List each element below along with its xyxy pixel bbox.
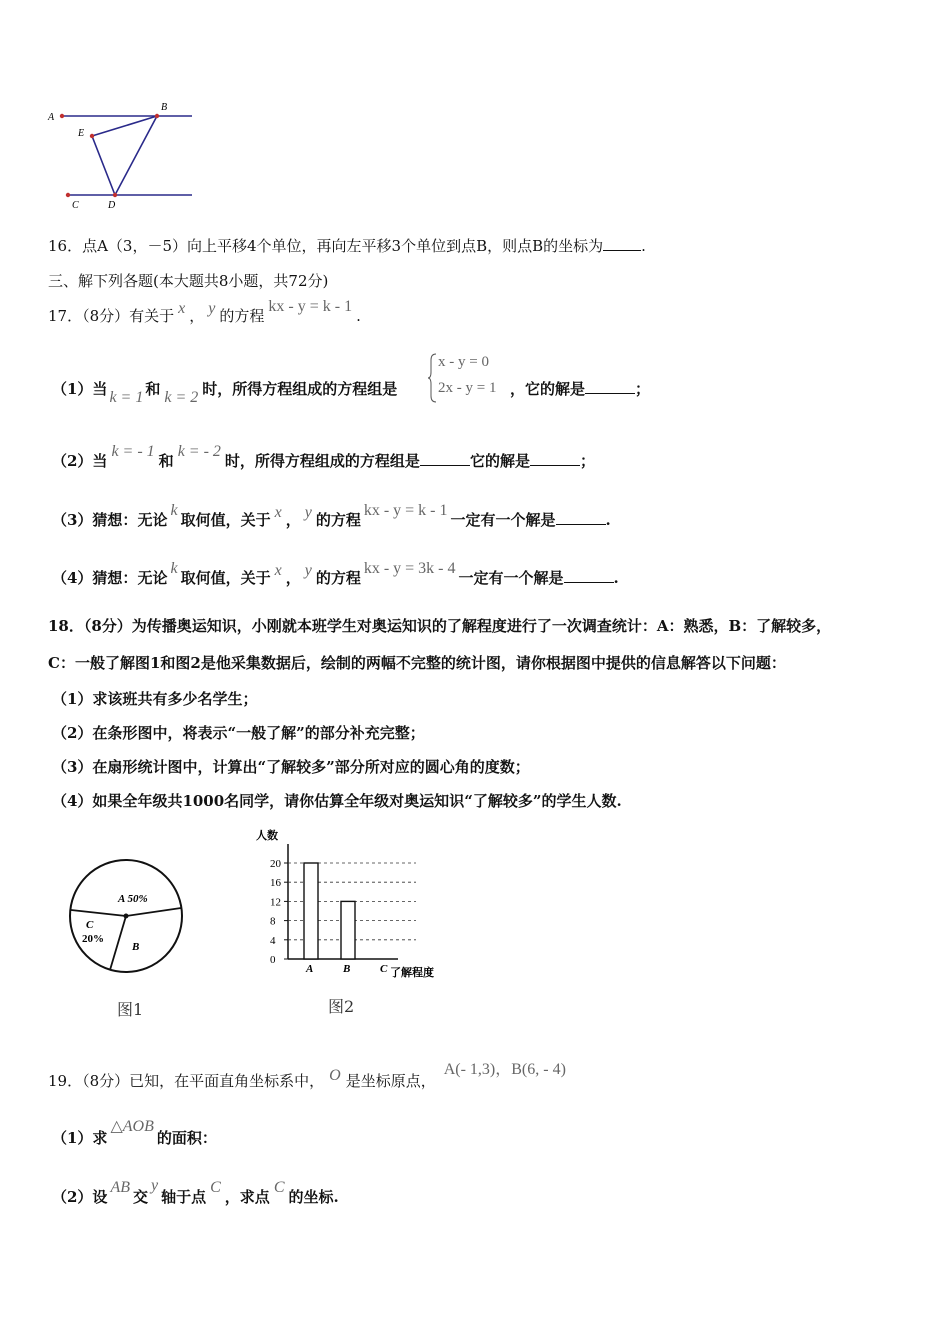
q17p4-y: y [304, 562, 312, 579]
q17-part-1 [52, 378, 398, 406]
q17-num: 17．（8分）有关于 [48, 307, 175, 325]
q17p2-system-blank[interactable] [420, 465, 470, 466]
path-b-e-d [92, 116, 157, 195]
q19p2-e: 的坐标. [288, 1188, 339, 1206]
bar-category-label: B [343, 963, 351, 975]
q17-y: y [208, 300, 216, 317]
q17p3-equation: kx - y = k - 1 [363, 502, 448, 519]
q19p2-a: （2）设 [52, 1188, 108, 1206]
q19p2-ab: AB [110, 1179, 130, 1196]
point-d [113, 193, 117, 197]
q16-end: . [641, 237, 646, 255]
q19-part-1 [52, 1118, 217, 1148]
q17-end: . [356, 307, 361, 325]
pie-divider-a-right [126, 908, 181, 916]
q17-part-4 [52, 560, 619, 588]
bar-b [341, 901, 355, 959]
bar-ytick-label: 12 [270, 896, 281, 909]
q19p1-a: （1）求 [52, 1129, 108, 1147]
q17p1-b: 时，所得方程组成的方程组是 [202, 380, 398, 398]
q17p3-y: y [304, 504, 312, 521]
q19p2-c: 轴于点 [161, 1188, 207, 1206]
q17p2-k1: k = - 1 [111, 443, 155, 460]
bar-ytick-label: 8 [270, 915, 276, 928]
q17p2-c: 它的解是 [469, 452, 530, 470]
q17p1-sys-line1: x - y = 0 [438, 354, 489, 370]
point-b [155, 114, 159, 118]
q19p2-d: ，求点 [224, 1188, 270, 1206]
q19p1-triangle: △AOB [110, 1118, 154, 1135]
q17p3-x: x [274, 504, 282, 521]
pie-divider-a-left [71, 910, 126, 916]
pie-label-a: A 50% [118, 893, 148, 905]
q16-answer-blank[interactable] [603, 250, 641, 251]
q17p1-end: ； [635, 380, 651, 398]
bar-category-label: C [380, 963, 388, 975]
q17p2-b: 时，所得方程组成的方程组是 [224, 452, 420, 470]
q17p1-and: 和 [145, 380, 161, 398]
bar-ytick-label: 0 [270, 954, 276, 966]
q17p3-a: （3）猜想：无论 [52, 511, 168, 529]
bar-xlabel: 了解程度 [390, 967, 434, 979]
q17p4-x: x [274, 562, 282, 579]
pie-label-c: C [86, 919, 94, 931]
q17p1-a: （1）当 [52, 380, 108, 398]
label-d: D [108, 200, 116, 211]
pie-center [124, 914, 129, 919]
q18-line-1: 18．（8分）为传播奥运知识，小刚就本班学生对奥运知识的了解程度进行了一次调查统计：A：熟悉，B：了解较多， [48, 617, 832, 635]
bar-ytick-label: 4 [270, 934, 276, 947]
q17p2-and: 和 [158, 452, 174, 470]
q17p1-k2: k = 2 [164, 389, 199, 406]
q17p4-b: 取何值，关于 [180, 569, 271, 587]
label-c: C [72, 200, 79, 211]
q19p2-b: 交 [132, 1188, 148, 1206]
q17p4-answer-blank[interactable] [564, 582, 614, 583]
q17p3-b: 取何值，关于 [180, 511, 271, 529]
fig2-caption: 图2 [328, 997, 355, 1016]
point-a [60, 114, 64, 118]
q17p1-sys-line2: 2x - y = 1 [438, 380, 497, 396]
q17p3-c: 的方程 [315, 511, 361, 529]
question-19 [48, 1061, 574, 1091]
q17p1-answer-blank[interactable] [585, 393, 635, 394]
bar-a [304, 863, 318, 959]
q18-line-2: C：一般了解图1和图2是他采集数据后，绘制的两幅不完整的统计图，请你根据图中提供的信息解答以下问题： [48, 654, 786, 672]
q16-text: 16．点A（3，－5）向上平移4个单位，再向左平移3个单位到点B，则点B的坐标为 [48, 237, 604, 255]
q17p1-system [428, 352, 518, 404]
q17p3-answer-blank[interactable] [556, 524, 606, 525]
q17p4-comma: ， [285, 569, 301, 587]
label-e: E [78, 128, 85, 139]
q17p3-comma: ， [285, 511, 301, 529]
q19-b: 是坐标原点， [345, 1072, 436, 1090]
q17p3-end: . [605, 511, 611, 529]
q17-x: x [178, 300, 186, 317]
system-brace-icon [428, 352, 438, 404]
q17-equation: kx - y = k - 1 [268, 298, 353, 315]
q19p1-b: 的面积： [156, 1129, 217, 1147]
q17p3-d: 一定有一个解是 [450, 511, 556, 529]
q17p2-a: （2）当 [52, 452, 108, 470]
pie-divider-b-c [110, 916, 126, 970]
q19p2-y: y [151, 1177, 159, 1194]
q17p1-k1: k = 1 [109, 389, 144, 406]
q19p2-point-c: C [210, 1179, 221, 1196]
bar-ytick-label: 16 [270, 877, 281, 890]
parallel-lines-figure [40, 96, 210, 214]
question-16 [48, 235, 646, 256]
question-17 [48, 298, 361, 326]
pie-label-b: B [132, 941, 140, 953]
q17p3-k: k [170, 502, 178, 519]
bar-ylabel: 人数 [256, 830, 278, 842]
fig1-caption: 图1 [117, 1000, 144, 1019]
q17p4-equation: kx - y = 3k - 4 [363, 560, 456, 577]
q17p2-answer-blank[interactable] [530, 465, 580, 466]
q18-item-2: （2）在条形图中，将表示“一般了解”的部分补充完整； [52, 724, 425, 742]
q19-part-2 [52, 1177, 339, 1207]
q19-points: A(- 1,3)，B(6, - 4) [443, 1061, 566, 1078]
q17p2-k2: k = - 2 [177, 443, 221, 460]
q17p4-a: （4）猜想：无论 [52, 569, 168, 587]
q17p4-c: 的方程 [315, 569, 361, 587]
q19-o: O [329, 1067, 341, 1084]
q17-part-2 [52, 443, 595, 471]
bar-category-label: A [306, 963, 314, 975]
point-c [66, 193, 70, 197]
q17-of: 的方程 [219, 307, 265, 325]
q19-num: 19．（8分）已知，在平面直角坐标系中， [48, 1072, 325, 1090]
pie-label-c-pct: 20% [82, 933, 104, 945]
bar-ytick-label: 20 [270, 858, 281, 870]
q17p4-d: 一定有一个解是 [458, 569, 564, 587]
q17p1-c: ，它的解是 [510, 380, 586, 398]
point-e [90, 134, 94, 138]
q19p2-point-c2: C [273, 1179, 285, 1196]
label-b: B [161, 102, 168, 113]
q18-item-3: （3）在扇形统计图中，计算出“了解较多”部分所对应的圆心角的度数； [52, 758, 530, 776]
q17p1-tail [510, 378, 650, 399]
q17p4-k: k [170, 560, 178, 577]
q17-part-3 [52, 502, 611, 530]
q17p2-end: ； [579, 452, 595, 470]
q17p4-end: . [613, 569, 619, 587]
bar-marks [270, 858, 416, 975]
q18-item-4: （4）如果全年级共1000名同学，请你估算全年级对奥运知识“了解较多”的学生人数. [52, 792, 622, 810]
section-3-title: 三、解下列各题(本大题共8小题，共72分) [48, 272, 329, 290]
q17-comma: ， [189, 307, 205, 325]
pie-chart [62, 856, 192, 978]
q18-item-1: （1）求该班共有多少名学生； [52, 690, 258, 708]
label-a: A [48, 112, 55, 123]
bar-chart [248, 826, 448, 986]
